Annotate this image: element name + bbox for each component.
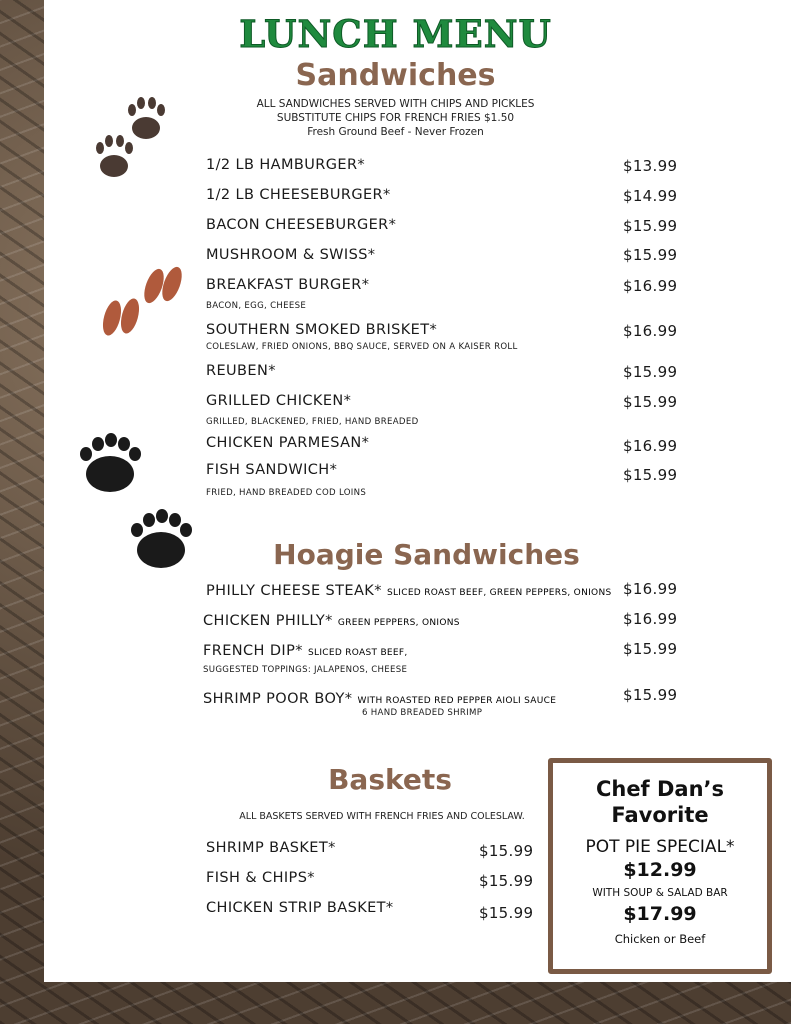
menu-item-description: SLICED ROAST BEEF, GREEN PEPPERS, ONIONS (386, 588, 612, 598)
baskets-heading: Baskets (328, 763, 452, 796)
menu-item-price: $16.99 (623, 322, 678, 340)
menu-item-price: $16.99 (623, 277, 678, 295)
menu-item-name: BREAKFAST BURGER* (206, 277, 370, 293)
menu-item-description: FRIED, HAND BREADED COD LOINS (206, 488, 367, 498)
menu-item-name: SHRIMP BASKET* (206, 840, 336, 856)
menu-item-description: SLICED ROAST BEEF, (308, 648, 408, 658)
bear-paw-icon (128, 506, 194, 572)
menu-item-price: $15.99 (623, 217, 678, 235)
special-heading-line-1: Chef Dan’s (595, 777, 725, 801)
special-choice: Chicken or Beef (614, 932, 706, 946)
menu-item-price: $16.99 (623, 437, 678, 455)
menu-item-price: $15.99 (479, 872, 534, 890)
menu-item-description: GRILLED, BLACKENED, FRIED, HAND BREADED (206, 417, 419, 427)
hoagie-item (203, 688, 556, 707)
menu-item-price: $15.99 (623, 640, 678, 658)
hoagie-heading: Hoagie Sandwiches (273, 538, 580, 571)
menu-item-price: $14.99 (623, 187, 678, 205)
hoof-print-icon (100, 262, 186, 344)
menu-item-price: $13.99 (623, 157, 678, 175)
menu-item-name: 1/2 LB HAMBURGER* (206, 157, 366, 173)
hoagie-item (206, 580, 612, 599)
paw-print-icon (88, 96, 174, 186)
bear-paw-icon (78, 430, 142, 496)
special-item-name: POT PIE SPECIAL* (585, 837, 735, 857)
menu-item-name: CHICKEN PHILLY* (203, 613, 333, 629)
menu-item-name: GRILLED CHICKEN* (206, 393, 352, 409)
sandwiches-note-1: ALL SANDWICHES SERVED WITH CHIPS AND PICKLES (256, 98, 535, 110)
menu-item-name: PHILLY CHEESE STEAK* (206, 583, 382, 599)
menu-item-name: CHICKEN PARMESAN* (206, 435, 370, 451)
sandwiches-note-2: SUBSTITUTE CHIPS FOR FRENCH FRIES $1.50 (276, 112, 515, 124)
menu-item-name: FRENCH DIP* (203, 643, 303, 659)
menu-item-price: $15.99 (479, 904, 534, 922)
menu-item-extra: SUGGESTED TOPPINGS: JALAPENOS, CHEESE (203, 665, 408, 675)
menu-item-price: $15.99 (479, 842, 534, 860)
menu-item-name: REUBEN* (206, 363, 276, 379)
special-heading-line-2: Favorite (611, 803, 709, 827)
menu-item-name: FISH & CHIPS* (206, 870, 315, 886)
menu-item-description: WITH ROASTED RED PEPPER AIOLI SAUCE (357, 696, 557, 706)
menu-item-price: $15.99 (623, 393, 678, 411)
menu-item-price: $15.99 (623, 246, 678, 264)
menu-item-name: BACON CHEESEBURGER* (206, 217, 397, 233)
baskets-note: ALL BASKETS SERVED WITH FRENCH FRIES AND COLESLAW. (239, 811, 525, 822)
menu-item-description: COLESLAW, FRIED ONIONS, BBQ SAUCE, SERVED ON A KAISER ROLL (206, 342, 518, 352)
menu-item-price: $16.99 (623, 610, 678, 628)
chef-special-box (548, 758, 772, 974)
menu-item-name: 1/2 LB CHEESEBURGER* (206, 187, 391, 203)
menu-item-description: GREEN PEPPERS, ONIONS (337, 618, 460, 628)
menu-item-price: $15.99 (623, 466, 678, 484)
special-combo-price: $17.99 (623, 903, 697, 925)
sandwiches-heading: Sandwiches (295, 58, 496, 93)
menu-item-price: $16.99 (623, 580, 678, 598)
menu-item-name: SOUTHERN SMOKED BRISKET* (206, 322, 438, 338)
menu-item-price: $15.99 (623, 686, 678, 704)
hoagie-item (203, 610, 460, 629)
menu-item-name: CHICKEN STRIP BASKET* (206, 900, 394, 916)
menu-item-name: SHRIMP POOR BOY* (203, 691, 353, 707)
hoagie-item (203, 640, 408, 659)
sandwiches-note-3: Fresh Ground Beef - Never Frozen (307, 126, 484, 138)
menu-item-description: BACON, EGG, CHEESE (206, 301, 307, 311)
page-title: LUNCH MENU (239, 12, 552, 56)
menu-item-name: MUSHROOM & SWISS* (206, 247, 376, 263)
special-item-price: $12.99 (623, 859, 697, 881)
menu-item-extra: 6 HAND BREADED SHRIMP (362, 708, 483, 718)
special-combo-label: WITH SOUP & SALAD BAR (592, 887, 728, 899)
menu-item-name: FISH SANDWICH* (206, 462, 338, 478)
menu-item-price: $15.99 (623, 363, 678, 381)
